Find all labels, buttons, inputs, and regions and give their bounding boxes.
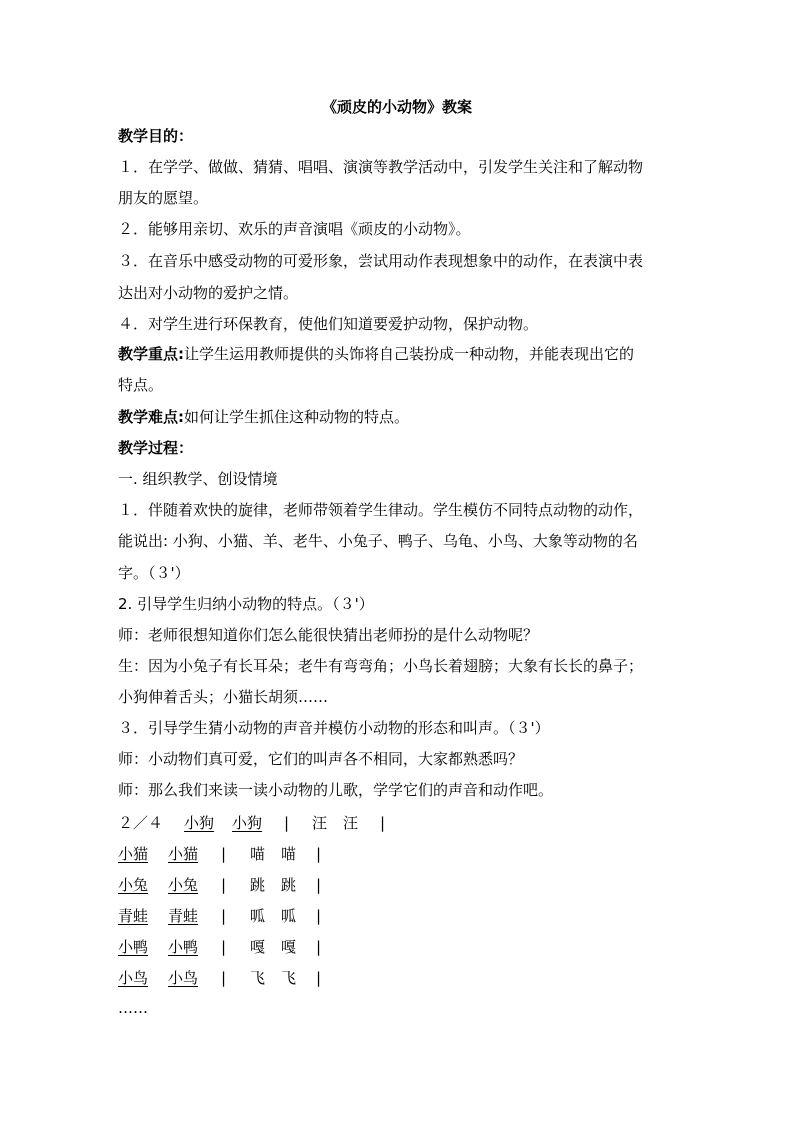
objective-1-line-2: 朋友的愿望。	[118, 189, 209, 207]
rhyme-sound-d: 嘎	[281, 938, 297, 956]
rhyme-sound-c: 呱	[250, 907, 266, 925]
rhyme-sound-c: 汪	[312, 814, 328, 832]
rhyme-sound-c: 飞	[250, 969, 266, 987]
rhyme-bar: |	[221, 907, 227, 925]
rhyme-bar: |	[221, 938, 227, 956]
rhyme-word-b: 小鸭	[168, 938, 199, 956]
step-2: 2. 引导学生归纳小动物的特点。（３'）	[118, 595, 374, 613]
rhyme-sound-d: 跳	[281, 876, 297, 894]
rhyme-word-a: 小猫	[118, 845, 149, 863]
rhyme-sound-d: 飞	[281, 969, 297, 987]
objective-3-line-1: ３．在音乐中感受动物的可爱形象，尝试用动作表现想象中的动作，在表演中表	[118, 252, 644, 270]
objective-2: ２．能够用亲切、欢乐的声音演唱《顽皮的小动物》。	[118, 220, 471, 238]
teacher-question-2: 师：小动物们真可爱，它们的叫声各不相同，大家都熟悉吗？	[118, 750, 524, 768]
rhyme-sound-c: 喵	[250, 845, 266, 863]
key-point-label: 教学重点:	[118, 345, 184, 363]
difficulty-line	[118, 406, 678, 428]
rhyme-bar: |	[221, 969, 227, 987]
step-1-line-3: 字。（３'）	[118, 564, 190, 582]
rhyme-row	[118, 905, 678, 927]
rhyme-row	[118, 874, 678, 896]
rhyme-word-a: 小鸭	[118, 938, 149, 956]
objective-3-line-2: 达出对小动物的爱护之情。	[118, 284, 299, 302]
rhyme-row	[118, 936, 678, 958]
rhyme-bar: |	[380, 814, 386, 832]
rhyme-sound-c: 跳	[250, 876, 266, 894]
document-title: 《顽皮的小动物》教案	[321, 98, 472, 116]
rhyme-word-b: 小猫	[168, 845, 199, 863]
rhyme-word-b: 小鸟	[168, 969, 199, 987]
objectives-heading: 教学目的：	[118, 127, 194, 145]
rhyme-word-a: 小狗	[184, 814, 215, 832]
rhyme-ellipsis: ……	[118, 999, 148, 1017]
rhyme-bar: |	[221, 845, 227, 863]
rhyme-row	[118, 812, 678, 834]
rhyme-bar: |	[221, 876, 227, 894]
objective-4: ４．对学生进行环保教育，使他们知道要爱护动物，保护动物。	[118, 315, 539, 333]
step-1-line-1: １．伴随着欢快的旋律，老师带领着学生律动。学生模仿不同特点动物的动作，	[118, 501, 644, 519]
difficulty-text: 如何让学生抓住这种动物的特点。	[184, 408, 410, 426]
key-point-text: 让学生运用教师提供的头饰将自己装扮成一种动物，并能表现出它的	[184, 345, 635, 363]
step-1-line-2: 能说出: 小狗、小猫、羊、老牛、小兔子、鸭子、乌龟、小鸟、大象等动物的名	[118, 532, 638, 550]
rhyme-sound-d: 呱	[281, 907, 297, 925]
rhyme-meter: ２／４	[118, 814, 164, 832]
rhyme-word-a: 青蛙	[118, 907, 149, 925]
objective-1-line-1: １．在学学、做做、猜猜、唱唱、演演等教学活动中，引发学生关注和了解动物	[118, 158, 644, 176]
rhyme-sound-d: 汪	[343, 814, 359, 832]
key-point-line-2: 特点。	[118, 376, 164, 394]
rhyme-word-b: 青蛙	[168, 907, 199, 925]
rhyme-word-a: 小兔	[118, 876, 149, 894]
step-3: ３．引导学生猜小动物的声音并模仿小动物的形态和叫声。（３'）	[118, 719, 550, 737]
process-heading: 教学过程：	[118, 439, 194, 457]
student-answer-line-2: 小狗伸着舌头；小猫长胡须……	[118, 688, 329, 706]
rhyme-row	[118, 843, 678, 865]
rhyme-sound-c: 嘎	[250, 938, 266, 956]
rhyme-word-b: 小兔	[168, 876, 199, 894]
rhyme-bar: |	[316, 907, 322, 925]
rhyme-sound-d: 喵	[281, 845, 297, 863]
difficulty-label: 教学难点:	[118, 408, 184, 426]
rhyme-bar: |	[316, 876, 322, 894]
rhyme-word-b: 小狗	[232, 814, 263, 832]
teacher-question-3: 师：那么我们来读一读小动物的儿歌，学学它们的声音和动作吧。	[118, 781, 554, 799]
student-answer-line-1: 生：因为小兔子有长耳朵；老牛有弯弯角；小鸟长着翅膀；大象有长长的鼻子；	[118, 657, 644, 675]
section-1-heading: 一. 组织教学、创设情境	[118, 470, 278, 488]
rhyme-word-a: 小鸟	[118, 969, 149, 987]
teacher-question-1: 师：老师很想知道你们怎么能很快猜出老师扮的是什么动物呢？	[118, 626, 539, 644]
rhyme-bar: |	[316, 845, 322, 863]
rhyme-bar: |	[316, 938, 322, 956]
rhyme-bar: |	[284, 814, 290, 832]
rhyme-row	[118, 967, 678, 989]
key-point-line-1	[118, 343, 678, 365]
rhyme-bar: |	[316, 969, 322, 987]
